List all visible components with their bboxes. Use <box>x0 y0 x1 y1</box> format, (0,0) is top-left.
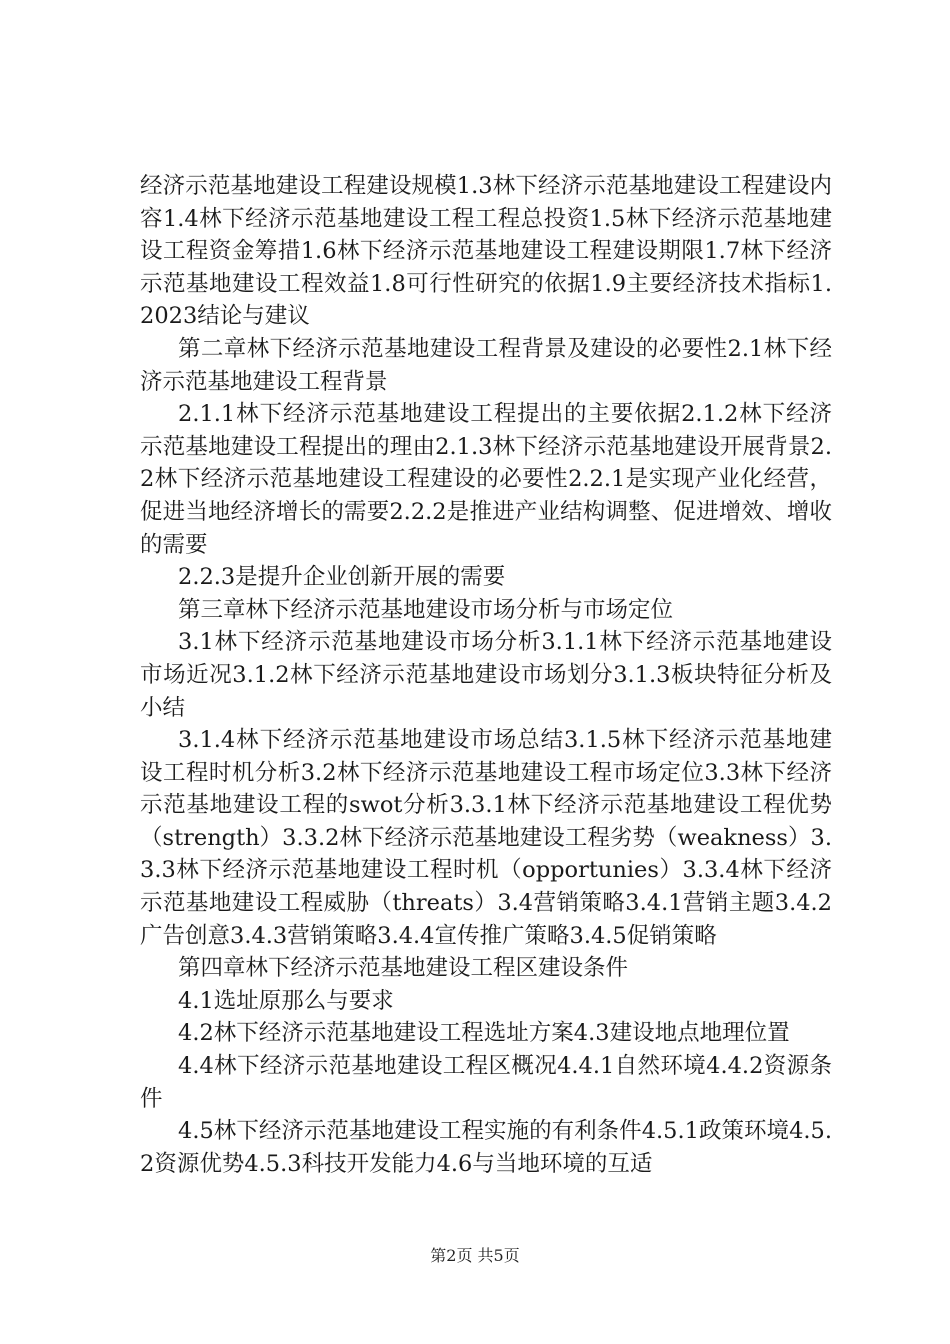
chapter-heading: 第四章林下经济示范基地建设工程区建设条件 <box>178 955 629 982</box>
paragraph: 4.1选址原那么与要求 <box>178 987 394 1014</box>
chapter-heading: 第三章林下经济示范基地建设市场分析与市场定位 <box>178 596 674 623</box>
paragraph: 4.5林下经济示范基地建设工程实施的有利条件4.5.1政策环境4.5.2资源优势4.5.3科技开发能力4.6与当地环境的互适 <box>140 1118 832 1177</box>
document-body <box>140 170 832 1180</box>
paragraph: 3.1.4林下经济示范基地建设市场总结3.1.5林下经济示范基地建设工程时机分析3.2林下经济示范基地建设工程市场定位3.3林下经济示范基地建设工程的swot分析3.3.1林下经济示范基地建设工程优势（strength）3.3.2林下经济示范基地建设工程劣势（weakness）3.3.3林下经济示范基地建设工程时机（opportunies）3.3.4林下经济示范基地建设工程威胁（threats）3.4营销策略3.4.1营销主题3.4.2广告创意3.4.3营销策略3.4.4宣传推广策略3.4.5促销策略 <box>140 727 832 949</box>
paragraph: 经济示范基地建设工程建设规模1.3林下经济示范基地建设工程建设内容1.4林下经济示范基地建设工程工程总投资1.5林下经济示范基地建设工程资金筹措1.6林下经济示范基地建设工程建设期限1.7林下经济示范基地建设工程效益1.8可行性研究的依据1.9主要经济技术指标1.2023结论与建议 <box>140 173 832 330</box>
paragraph: 2.1.1林下经济示范基地建设工程提出的主要依据2.1.2林下经济示范基地建设工程提出的理由2.1.3林下经济示范基地建设开展背景2.2林下经济示范基地建设工程建设的必要性2.2.1是实现产业化经营，促进当地经济增长的需要2.2.2是推进产业结构调整、促进增效、增收的需要 <box>140 401 832 558</box>
chapter-heading: 第二章林下经济示范基地建设工程背景及建设的必要性2.1林下经济示范基地建设工程背景 <box>140 335 832 395</box>
paragraph: 2.2.3是提升企业创新开展的需要 <box>178 564 506 591</box>
page-footer <box>0 1245 950 1267</box>
paragraph: 3.1林下经济示范基地建设市场分析3.1.1林下经济示范基地建设市场近况3.1.2林下经济示范基地建设市场划分3.1.3板块特征分析及小结 <box>140 629 832 721</box>
paragraph: 4.2林下经济示范基地建设工程选址方案4.3建设地点地理位置 <box>178 1020 790 1047</box>
page-number-label: 第2页 共5页 <box>430 1246 520 1265</box>
paragraph: 4.4林下经济示范基地建设工程区概况4.4.1自然环境4.4.2资源条件 <box>140 1053 832 1112</box>
